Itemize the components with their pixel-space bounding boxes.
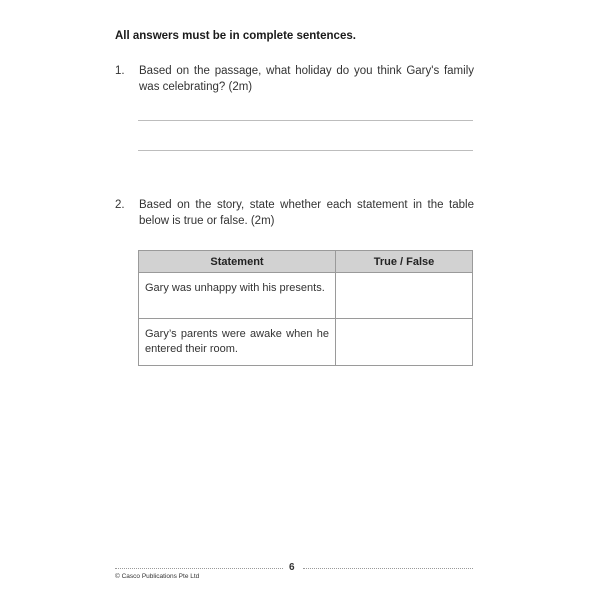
page-number: 6 bbox=[289, 562, 295, 573]
question-text: Based on the story, state whether each statement in the table below is true or false. (2m) bbox=[139, 199, 474, 227]
question-2 bbox=[115, 197, 474, 229]
header-statement: Statement bbox=[139, 251, 336, 273]
statement-cell: Gary was unhappy with his presents. bbox=[139, 273, 336, 319]
answer-cell[interactable] bbox=[336, 319, 473, 366]
question-text: Based on the passage, what holiday do you think Gary's family was celebrating? (2m) bbox=[139, 65, 474, 93]
answer-cell[interactable] bbox=[336, 273, 473, 319]
table-row bbox=[139, 273, 473, 319]
answer-line-2[interactable] bbox=[138, 150, 473, 151]
copyright-text: © Casco Publications Pte Ltd bbox=[115, 573, 200, 580]
question-number: 1. bbox=[115, 65, 125, 77]
footer-rule-right bbox=[303, 568, 473, 569]
header-true-false: True / False bbox=[336, 251, 473, 273]
table-row bbox=[139, 319, 473, 366]
question-1 bbox=[115, 63, 474, 95]
instruction-text: All answers must be in complete sentences. bbox=[115, 30, 356, 42]
true-false-table bbox=[138, 250, 473, 366]
statement-cell: Gary’s parents were awake when he entered their room. bbox=[139, 319, 336, 366]
question-number: 2. bbox=[115, 199, 125, 211]
footer-rule-left bbox=[115, 568, 283, 569]
answer-line-1[interactable] bbox=[138, 120, 473, 121]
